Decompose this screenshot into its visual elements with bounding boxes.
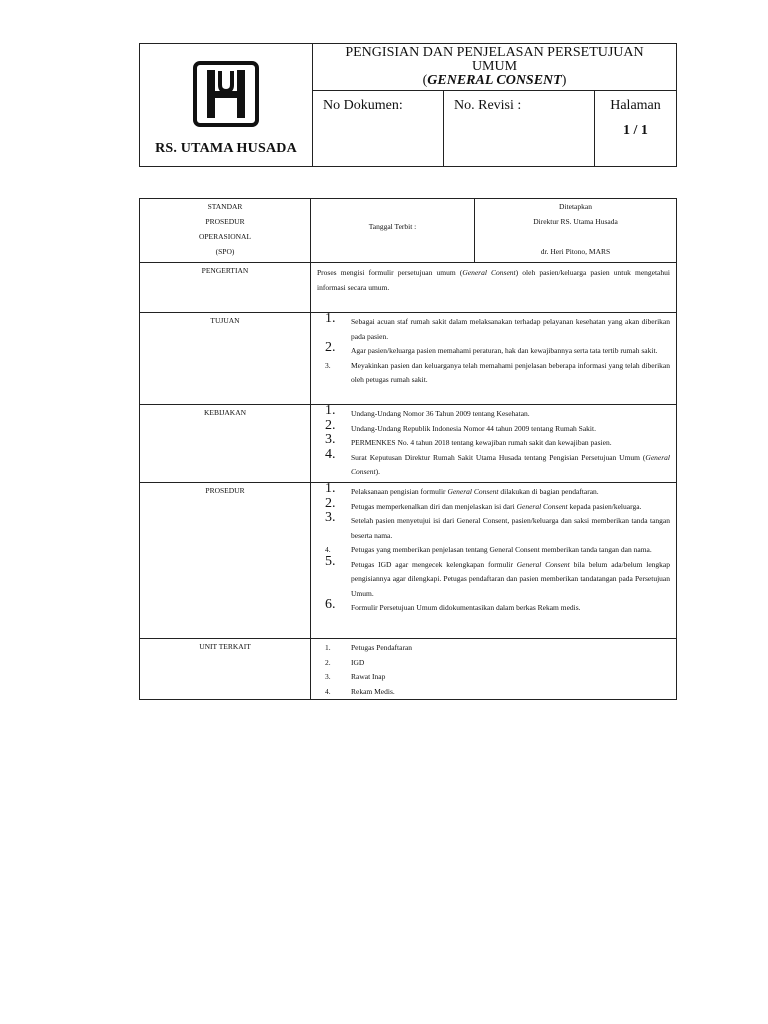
approval-cell [475, 199, 677, 263]
section-label-tujuan: TUJUAN [140, 313, 311, 405]
list-item: 4. Surat Keputusan Direktur Rumah Sakit Utama Husada tentang Pengisian Persetujuan Umum (General Consent). [325, 446, 670, 476]
list-item: 4. Petugas yang memberikan penjelasan tentang General Consent memberikan tanda tangan dan nama. [325, 545, 652, 554]
document-header [139, 43, 677, 167]
hospital-name: RS. UTAMA HUSADA [155, 141, 297, 156]
unit-list [317, 641, 670, 699]
prosedur-list-cell [311, 483, 677, 639]
list-item: 2. IGD [325, 657, 365, 667]
list-item: 1. Undang-Undang Nomor 36 Tahun 2009 tentang Kesehatan. [325, 403, 530, 418]
issue-date-label: Tanggal Terbit : [368, 222, 417, 231]
section-label-prosedur: PROSEDUR [140, 483, 311, 639]
page-cell [595, 91, 677, 167]
list-item: 2. Undang-Undang Republik Indonesia Nomor 44 tahun 2009 tentang Rumah Sakit. [325, 417, 596, 433]
title-line-3: (GENERAL CONSENT) [422, 73, 567, 88]
list-item: 1. Sebagai acuan staf rumah sakit dalam melaksanakan terhadap pelayanan kesehatan yang akan diberikan pada pasien. [325, 311, 670, 341]
spo-line: PROSEDUR [205, 217, 245, 226]
section-label-pengertian: PENGERTIAN [140, 263, 311, 313]
spo-title-cell [140, 199, 311, 263]
unit-list-cell [311, 639, 677, 700]
list-item: 4. Rekam Medis. [325, 686, 395, 696]
logo-cell [140, 44, 313, 167]
doc-number-cell [313, 91, 444, 167]
list-item: 2. Agar pasien/keluarga pasien memahami peraturan, hak dan kewajibannya serta tata tertib rumah sakit. [325, 340, 658, 355]
list-item: 3. Meyakinkan pasien dan keluarganya telah memahami penjelasan beberapa informasi yang telah diberikan oleh petugas rumah sakit. [325, 360, 670, 384]
kebijakan-list-cell [311, 405, 677, 483]
section-label-unit-terkait: UNIT TERKAIT [140, 639, 311, 700]
issue-date-cell [311, 199, 475, 263]
list-item: 1. Pelaksanaan pengisian formulir General Consent dilakukan di bagian pendaftaran. [325, 481, 599, 496]
list-item: 3. Rawat Inap [325, 672, 386, 681]
approval-by: Direktur RS. Utama Husada [533, 217, 618, 226]
kebijakan-list [317, 403, 670, 480]
title-line-1: PENGISIAN DAN PENJELASAN PERSETUJUAN [345, 45, 644, 60]
spo-line: STANDAR [207, 202, 243, 211]
revision-label: No. Revisi : [454, 98, 522, 113]
page-label: Halaman [610, 98, 661, 113]
list-item: 6. Formulir Persetujuan Umum didokumentasikan dalam berkas Rekam medis. [325, 597, 581, 612]
spo-line: (SPO) [215, 247, 235, 256]
list-item: 2. Petugas memperkenalkan diri dan menjelaskan isi dari General Consent kepada pasien/keluarga. [325, 495, 642, 511]
tujuan-list [317, 311, 670, 388]
pengertian-text: Proses mengisi formulir persetujuan umum (General Consent) oleh pasien/keluarga pasien untuk mengetahui informasi secara umum. [311, 263, 677, 313]
title-line-2: UMUM [471, 59, 518, 74]
list-item: 3. PERMENKES No. 4 tahun 2018 tentang kewajiban rumah sakit dan kewajiban pasien. [325, 432, 612, 447]
list-item: 3. Setelah pasien menyetujui isi dari General Consent, pasien/keluarga dan saksi memberikan tanda tangan beserta nama. [325, 510, 670, 540]
spo-table [139, 198, 677, 700]
page-value: 1 / 1 [623, 123, 648, 138]
list-item: 5. Petugas IGD agar mengecek kelengkapan formulir General Consent bila belum ada/belum lengkap pengisiannya agar dilengkapi. Petugas pendaftaran dan pasien memberikan tandatangan pada Persetujuan Umum. [325, 553, 670, 598]
document-title [313, 44, 677, 91]
hospital-logo-icon [193, 61, 259, 127]
approval-label: Ditetapkan [559, 202, 592, 211]
revision-cell [444, 91, 595, 167]
prosedur-list [317, 481, 670, 616]
tujuan-list-cell [311, 313, 677, 405]
section-label-kebijakan: KEBIJAKAN [140, 405, 311, 483]
spo-line: OPERASIONAL [198, 232, 252, 241]
doc-number-label: No Dokumen: [323, 98, 403, 113]
list-item: 1. Petugas Pendaftaran [325, 643, 413, 652]
signer-name: dr. Heri Pitono, MARS [540, 247, 611, 256]
